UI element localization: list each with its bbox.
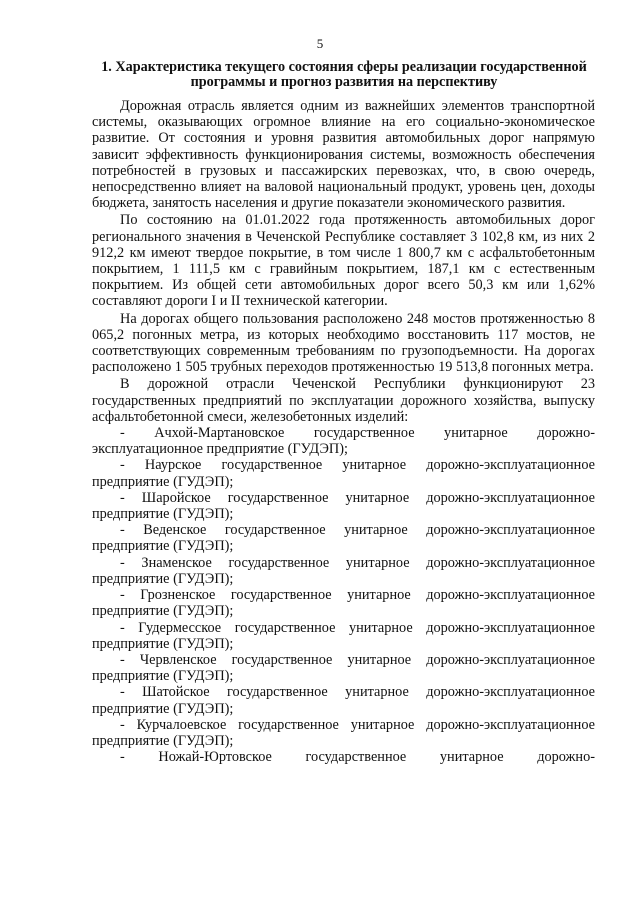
paragraph-road-industry: Дорожная отрасль является одним из важнейших элементов транспортной системы, оказывающих огромное влияние на его социально-экономическое развитие. От состояния и уровня развития автомобильных дорог напрямую зависит эффективность функционирования системы, возможность обеспечения потребностей в грузовых и пассажирских перевозках, что, в свою очередь, непосредственно влияет на валовой национальный продукт, уровень цен, доходы бюджета, занятость населения и другие показатели экономического развития.	[92, 98, 595, 212]
list-item: - Шатойское государственное унитарное дорожно-эксплуатационное предприятие (ГУДЭП);	[92, 684, 595, 717]
list-item: - Веденское государственное унитарное дорожно-эксплуатационное предприятие (ГУДЭП);	[92, 522, 595, 555]
list-item: - Ачхой-Мартановское государственное унитарное дорожно-эксплуатационное предприятие (ГУДЭП);	[92, 425, 595, 458]
list-item: - Ножай-Юртовское государственное унитарное дорожно-	[120, 749, 595, 766]
list-item: - Курчалоевское государственное унитарное дорожно-эксплуатационное предприятие (ГУДЭП);	[92, 716, 595, 749]
paragraph-enterprises-intro: В дорожной отрасли Чеченской Республики функционируют 23 государственных предприятий по эксплуатации дорожного хозяйства, выпуску асфальтобетонной смеси, железобетонных изделий:	[92, 376, 595, 425]
paragraph-bridges: На дорогах общего пользования расположено 248 мостов протяженностью 8 065,2 погонных метра, из которых необходимо восстановить 117 мостов, не соответствующих современным требованиям по грузоподъемности. На дорогах расположено 1 505 трубных переходов протяженностью 19 513,8 погонных метра.	[92, 310, 595, 376]
list-item: - Грозненское государственное унитарное дорожно-эксплуатационное предприятие (ГУДЭП);	[92, 587, 595, 620]
list-item: - Гудермесское государственное унитарное дорожно-эксплуатационное предприятие (ГУДЭП);	[92, 619, 595, 652]
section-title: 1. Характеристика текущего состояния сферы реализации государственной программы и прогноз развития на перспективу	[101, 59, 587, 90]
list-item: - Наурское государственное унитарное дорожно-эксплуатационное предприятие (ГУДЭП);	[92, 457, 595, 490]
list-item: - Шаройское государственное унитарное дорожно-эксплуатационное предприятие (ГУДЭП);	[92, 489, 595, 523]
enterprise-list	[92, 425, 595, 765]
list-item: - Знаменское государственное унитарное дорожно-эксплуатационное предприятие (ГУДЭП);	[92, 554, 595, 587]
list-item: - Червленское государственное унитарное дорожно-эксплуатационное предприятие (ГУДЭП);	[92, 651, 595, 685]
page-number: 5	[316, 36, 324, 51]
paragraph-road-length: По состоянию на 01.01.2022 года протяженность автомобильных дорог регионального значения в Чеченской Республике составляет 3 102,8 км, из них 2 912,2 км имеют твердое покрытие, в том числе 1 800,7 км с асфальтобетонным покрытием, 1 111,5 км с гравийным покрытием, 187,1 км с естественным покрытием. Из общей сети автомобильных дорог всего 50,3 км или 1,62% составляют дороги I и II технической категории.	[92, 212, 595, 310]
section-body	[92, 98, 595, 765]
